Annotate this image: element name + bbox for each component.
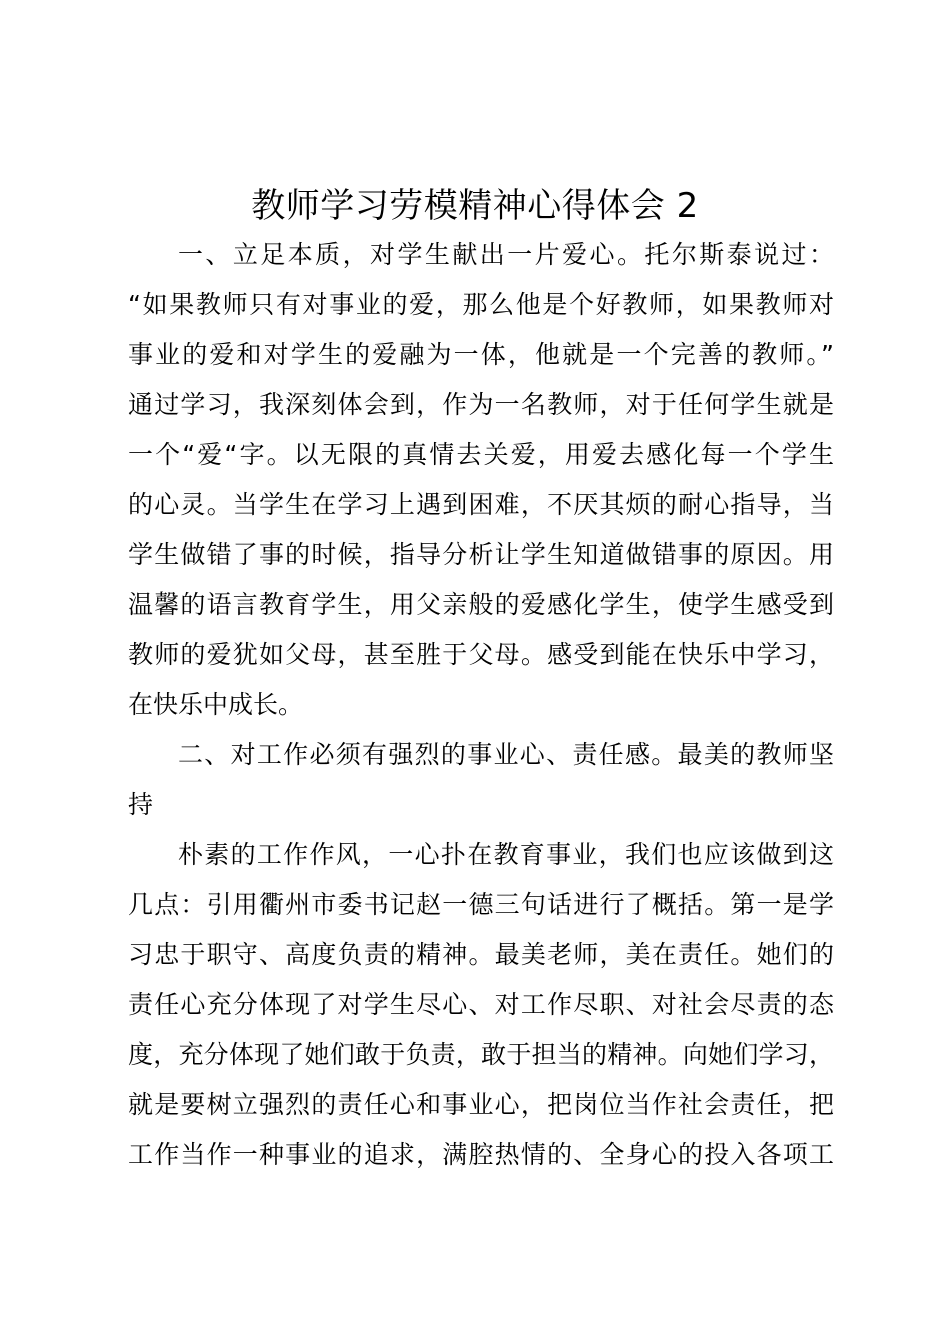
text-line: 温馨的语言教育学生，用父亲般的爱感化学生，使学生感受到 bbox=[128, 590, 834, 619]
document-title: 教师学习劳模精神心得体会 2 bbox=[251, 186, 699, 226]
text-line: 度，充分体现了她们敢于负责，敢于担当的精神。向她们学习， bbox=[128, 1040, 834, 1069]
text-line: 持 bbox=[128, 790, 154, 819]
text-line: 的心灵。当学生在学习上遇到困难，不厌其烦的耐心指导，当 bbox=[128, 490, 834, 519]
paragraph-2 bbox=[128, 730, 834, 830]
text-line: 责任心充分体现了对学生尽心、对工作尽职、对社会尽责的态 bbox=[128, 990, 834, 1019]
paragraph-3 bbox=[128, 830, 834, 1180]
text-line: 朴素的工作作风，一心扑在教育事业，我们也应该做到这 bbox=[178, 840, 834, 869]
text-line: 通过学习，我深刻体会到，作为一名教师，对于任何学生就是 bbox=[128, 390, 834, 419]
text-line: “如果教师只有对事业的爱，那么他是个好教师，如果教师对 bbox=[128, 290, 834, 319]
text-line: 学生做错了事的时候，指导分析让学生知道做错事的原因。用 bbox=[128, 540, 834, 569]
text-line: 就是要树立强烈的责任心和事业心，把岗位当作社会责任，把 bbox=[128, 1090, 834, 1119]
text-line: 在快乐中成长。 bbox=[128, 690, 304, 719]
text-line: 几点：引用衢州市委书记赵一德三句话进行了概括。第一是学 bbox=[128, 890, 834, 919]
text-line: 一、立足本质，对学生献出一片爱心。托尔斯泰说过： bbox=[178, 240, 834, 269]
paragraph-1 bbox=[128, 230, 834, 730]
text-line: 教师的爱犹如父母，甚至胜于父母。感受到能在快乐中学习， bbox=[128, 640, 834, 669]
text-line: 事业的爱和对学生的爱融为一体，他就是一个完善的教师。” bbox=[128, 340, 834, 369]
text-line: 一个“爱“字。以无限的真情去关爱，用爱去感化每一个学生 bbox=[128, 440, 834, 469]
document-body bbox=[128, 230, 834, 1180]
text-line: 二、对工作必须有强烈的事业心、责任感。最美的教师坚 bbox=[178, 740, 834, 769]
text-line: 工作当作一种事业的追求，满腔热情的、全身心的投入各项工 bbox=[128, 1140, 834, 1169]
text-line: 习忠于职守、高度负责的精神。最美老师，美在责任。她们的 bbox=[128, 940, 834, 969]
